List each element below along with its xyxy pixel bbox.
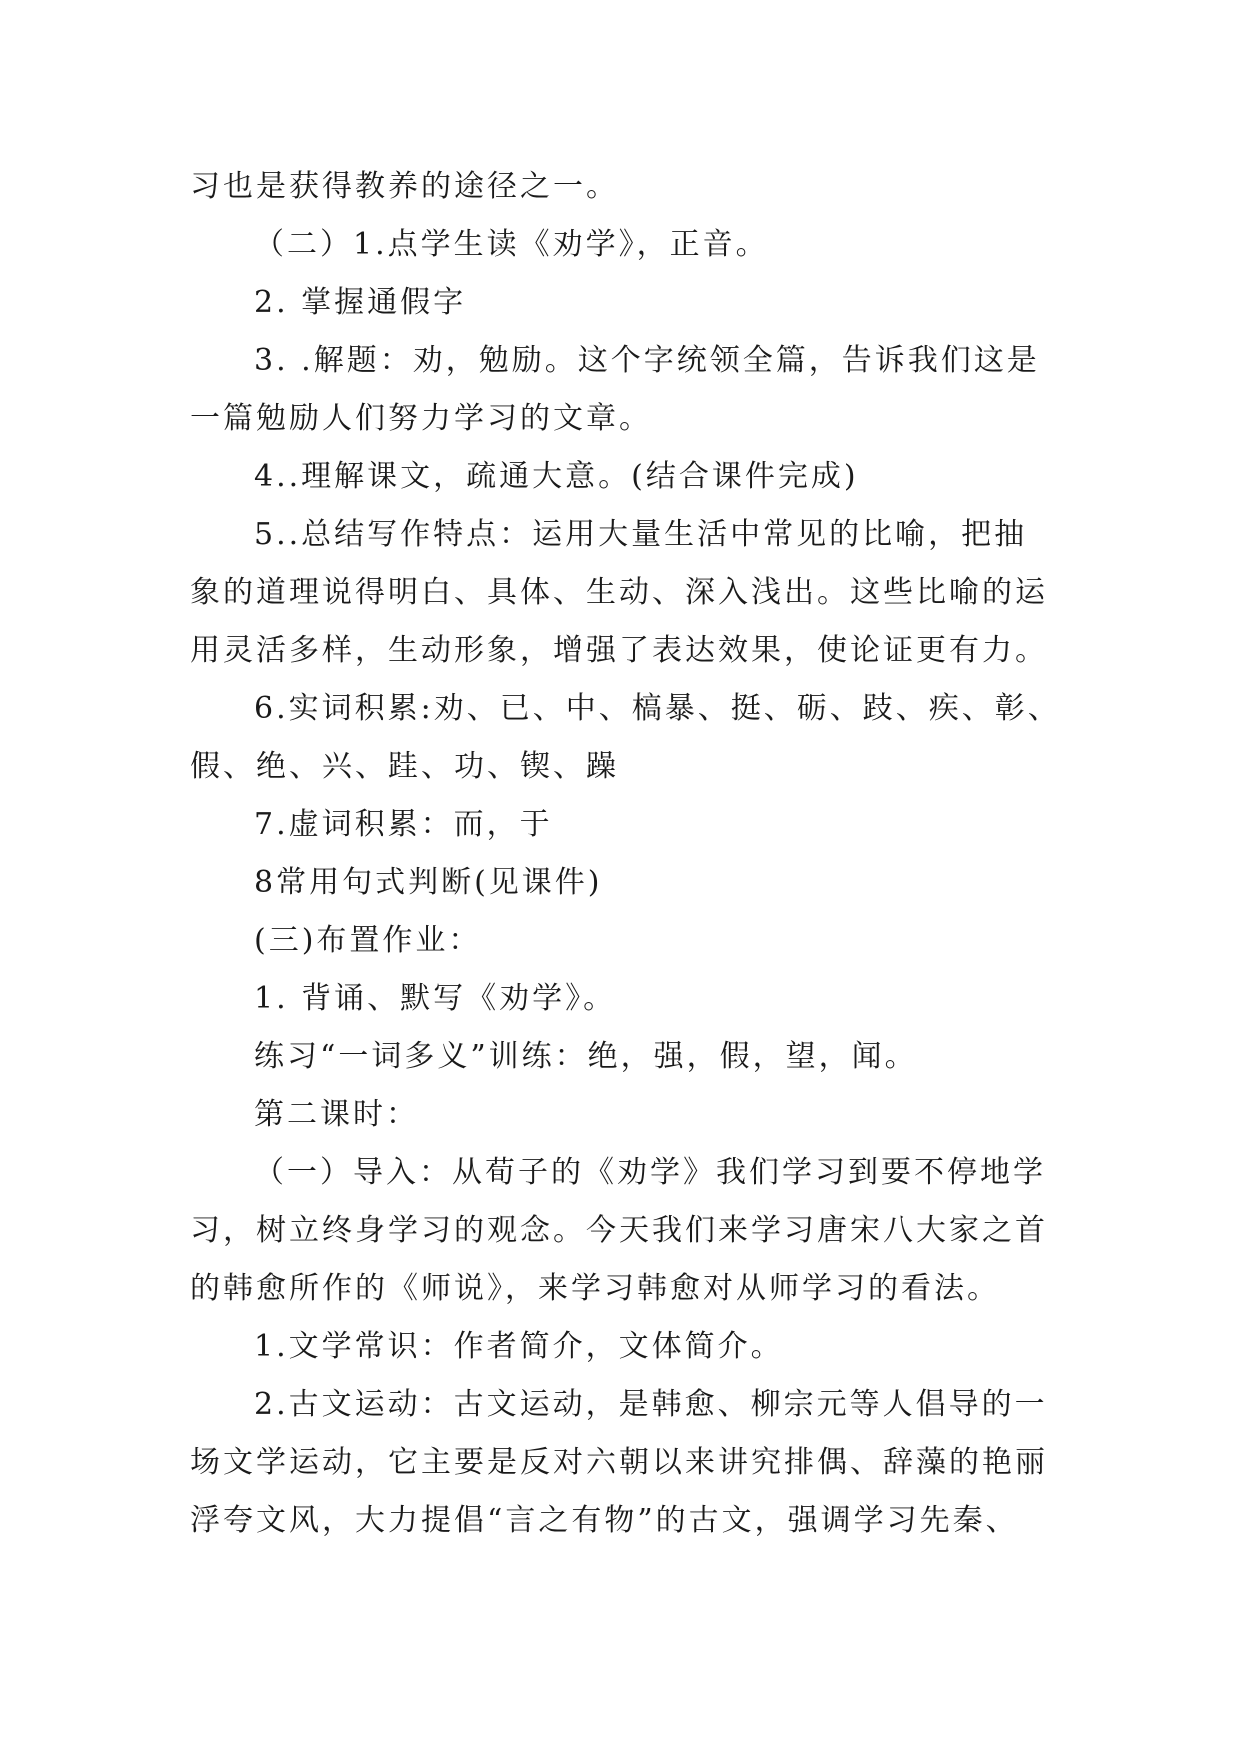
text-line: 的韩愈所作的《师说》，来学习韩愈对从师学习的看法。: [190, 1271, 1000, 1306]
text-line: 1.文学常识：作者简介，文体简介。: [254, 1329, 784, 1364]
text-line: 象的道理说得明白、具体、生动、深入浅出。这些比喻的运: [190, 575, 1048, 610]
text-line: 5..总结写作特点：运用大量生活中常见的比喻，把抽: [254, 517, 1028, 552]
text-line: 3. .解题：劝，勉励。这个字统领全篇，告诉我们这是: [254, 343, 1040, 378]
text-line: 习也是获得教养的途径之一。: [190, 169, 619, 204]
text-line: 4..理解课文，疏通大意。(结合课件完成): [254, 459, 859, 494]
text-line: 一篇勉励人们努力学习的文章。: [190, 401, 652, 436]
text-line: （二）1.点学生读《劝学》，正音。: [254, 227, 769, 262]
text-line: 2. 掌握通假字: [254, 285, 467, 320]
text-line: 练习“一词多义”训练：绝，强，假，望，闻。: [254, 1039, 918, 1074]
text-line: （一）导入：从荀子的《劝学》我们学习到要不停地学: [254, 1155, 1046, 1190]
text-line: 8常用句式判断(见课件): [254, 865, 603, 900]
text-line: 6.实词积累:劝、已、中、槁暴、挺、砺、跂、疾、彰、: [254, 691, 1061, 726]
document-body: [190, 158, 1070, 1550]
text-line: (三)布置作业：: [254, 923, 482, 958]
text-line: 第二课时：: [254, 1097, 419, 1132]
text-line: 浮夸文风，大力提倡“言之有物”的古文，强调学习先秦、: [190, 1503, 1019, 1538]
text-line: 1. 背诵、默写《劝学》。: [254, 981, 617, 1016]
text-line: 7.虚词积累：而，于: [254, 807, 553, 842]
text-line: 场文学运动，它主要是反对六朝以来讲究排偶、辞藻的艳丽: [190, 1445, 1048, 1480]
text-line: 假、绝、兴、跬、功、锲、躁: [190, 749, 619, 784]
text-line: 习，树立终身学习的观念。今天我们来学习唐宋八大家之首: [190, 1213, 1048, 1248]
text-line: 用灵活多样，生动形象，增强了表达效果，使论证更有力。: [190, 633, 1048, 668]
text-line: 2.古文运动：古文运动，是韩愈、柳宗元等人倡导的一: [254, 1387, 1048, 1422]
